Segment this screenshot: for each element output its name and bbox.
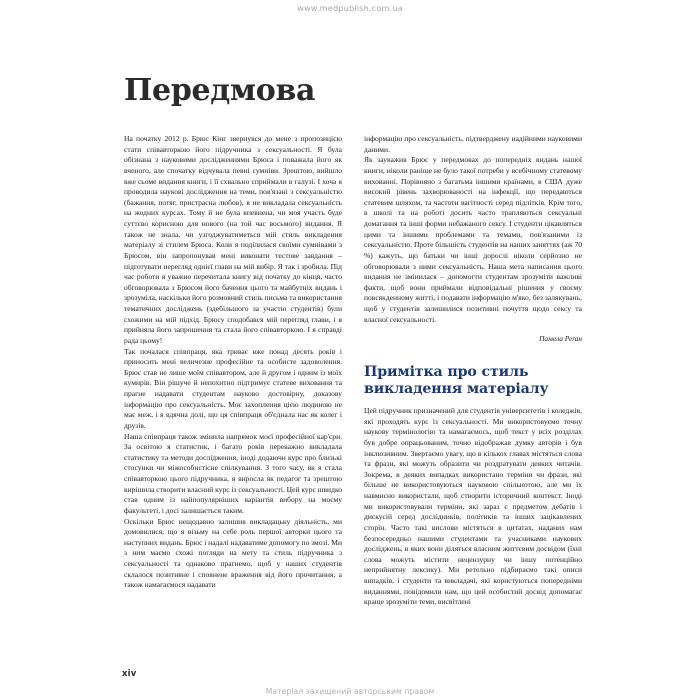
paragraph: Цей підручник призначений для студентів університетів і коледжів, які проходять курс із сексуальності. Ми використовуємо точну наукову термінологію та намагаємось, щоб текст у всіх розділах був добре опрацьованим, точно відображав думку авторів і був інклюзивним. Звертаємо увагу, що в кількох главах містяться слова та фрази, які можуть образити чи роздратувати деяких читачів. Зокрема, в деяких випадках використано терміни чи фрази, які більше не використовуються науковою спільнотою, але ми їх навмисно використали, щоб створити історичний контекст. Іноді ми використовували терміни, які зараз є предметом дебатів і дискусій серед дослідників, політиків та інших зацікавлених сторін. Часто такі вислови містяться в цитатах, наданих нам безпосередньо нашими студентами та учасниками наукових досліджень, в яких вони діляться власним життєвим досвідом (їхні слова можуть містити нецензурну чи іншу потенційно неприйнятну лексику). Ми ретельно підбираємо такі описи випадків, і студенти та викладачі, які користуються попередніми виданнями, повідомили нам, що цей особистий досвід допомагає краще зрозуміти теми, висвітлені bbox=[364, 406, 582, 607]
left-column bbox=[124, 134, 342, 662]
page-title: Передмова bbox=[124, 73, 316, 109]
paragraph: Оскільки Брюс нещодавно залишив викладацьку діяльність, ми домовилися, що я візьму на себе роль першої авторки цього та наступних видань. Брюс і надалі надаватиме допомогу по змозі. Ми з ним маємо схожі погляди на мету та стиль підручника з сексуальності та однаково прагнемо, щоб у наших студентів склалося позитивне і сповнене враження від його прочитання, а також намагаємося надавати bbox=[124, 516, 342, 590]
page-number: xiv bbox=[122, 669, 137, 679]
paragraph: На початку 2012 р. Брюс Кінг звернувся до мене з пропозицією стати співавторкою його підручника з сексуальності. Я була обізнана з науковими дослідженнями Брюса і поважала його як вченого, але спочатку відчувала певні сумніви. Зрештою, вийшло вже сьоме видання книги, і її схвально сприймали в галузі. І хоча я проводила наукові дослідження на теми, пов'язані з сексуальністю (бажання, потяг, пристрасна любов), я не викладала сексуальність на жодних курсах. Тому й не була впевнена, чи моя участь буде суттєво корисною для нового (на той час восьмого) видання. Я також не знала, чи узгоджуватиметься мій стиль викладення матеріалу зі стилем Брюса. Коли я поділилася своїми сумнівами з Брюсом, він запропонував мені виконати тестове завдання – підготувати перегляд однієї глави на мій вибір. Я так і зробила. Під час роботи я уважно перечитала книгу від початку до кінця, часто обговорювала з Брюсом його бачення цього та майбутніх видань і зрозуміла, наскільки його розмовний стиль письма та використання тематичних досліджень (здебільшого за участю студентів) були схожими на мій підхід. Брюсу сподобався мій перегляд глави, і я прийняла його запрошення та стала його співавторкою. І я справді рада цьому! bbox=[124, 134, 342, 345]
site-watermark: www.medpublish.com.ua bbox=[297, 3, 403, 13]
paragraph: Як зауважив Брюс у передмовах до попередніх видань нашої книги, ніколи раніше не було такої потреби у всебічному статевому вихованні. Порівняно з багатьма іншими країнами, в США дуже високий рівень захворюваності на інфекції, що передаються статевим шляхом, та частоти вагітності серед підлітків. Крім того, в школі та на роботі досить часто трапляються сексуальні домагання та інші форми небажаного сексу. І студенти цікавляться цими та іншими проблемами та темами, пов'язаними із сексуальністю. Проте більшість студентів на наших заняттях (аж 70 %) кажуть, що батьки чи інші дорослі ніколи серйозно не обговорювали з ними сексуальність. Наша мета написання цього видання не змінилася – допомогти студентам зрозуміти важливі факти, щоб вони приймали відповідальні рішення у своєму повсякденному житті, і подавати інформацію м'яко, без залякувань, щоб у студентів залишилися позитивні почуття щодо сексу та власної сексуальності. bbox=[364, 155, 582, 324]
author-signature: Памела Реґан bbox=[539, 334, 582, 344]
two-column-body bbox=[124, 134, 582, 662]
right-column bbox=[364, 134, 582, 662]
paragraph: інформацію про сексуальність, підтверджену надійними науковими даними. bbox=[364, 134, 582, 154]
section-heading: Примітка про стиль викладення матеріалу bbox=[364, 364, 549, 397]
copyright-notice: Матеріал захищений авторським правом bbox=[265, 687, 435, 696]
paragraph: Наша співпраця також змінила напрямок моєї професійної кар'єри. За освітою я статистик, і багато років переважно викладала статистику та методи дослідження, іноді додаючи курс про близькі стосунки чи міжособистісне спілкування. З того часу, як я стала співавторкою цього підручника, я виросла як педагог та зрештою вирішила створити власний курс із сексуальності. Цей курс швидко став одним із найпопулярніших варіантів вибору на моєму факультеті, і досі залишається таким. bbox=[124, 431, 342, 515]
paragraph: Так почалася співпраця, яка триває вже понад десять років і приносить мені величезне професійне та особисте задоволення. Брюс став не лише моїм співавтором, але й другом і одним із моїх кумирів. Він рішуче й непохитно підтримує статеве виховання та прагне надавати студентам науково достовірну, доказову інформацію про сексуальність. Моє захоплення цією людиною не має меж, і я вдячна долі, що ця співпраця об'єднала нас як колег і друзів. bbox=[124, 346, 342, 430]
